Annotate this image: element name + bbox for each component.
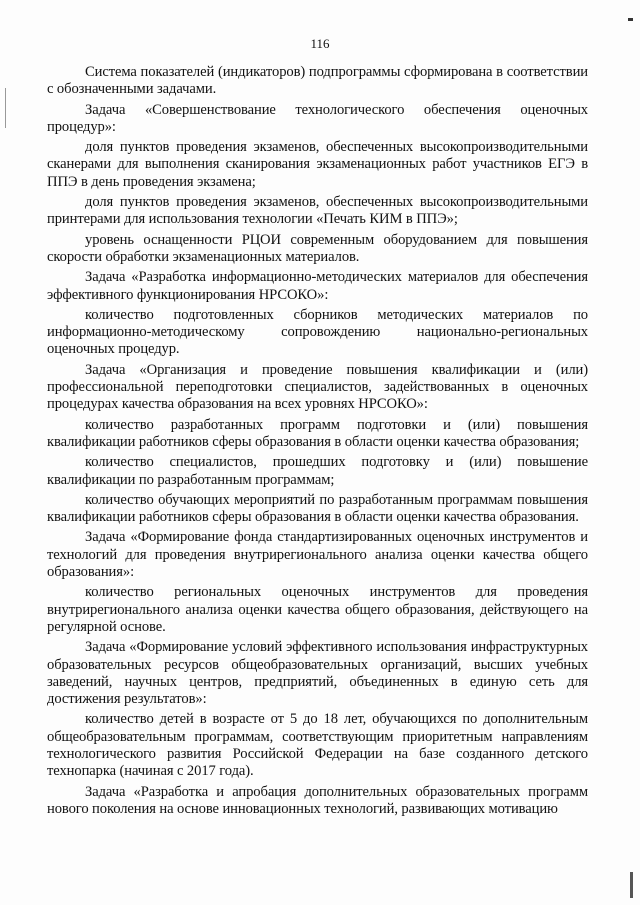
scan-mark-top-right	[628, 18, 633, 21]
paragraph: Задача «Организация и проведение повышения квалификации и (или) профессиональной переподготовки специалистов, задействованных в оценочных процедурах качества образования на всех уровнях НРСОКО»:	[47, 361, 588, 413]
paragraph: количество специалистов, прошедших подготовку и (или) повышение квалификации по разработанным программам;	[47, 454, 588, 488]
page-number: 116	[310, 36, 330, 51]
paragraph: доля пунктов проведения экзаменов, обеспеченных высокопроизводительными принтерами для использования технологии «Печать КИМ в ППЭ»;	[47, 194, 588, 228]
paragraph: уровень оснащенности РЦОИ современным оборудованием для повышения скорости обработки экзаменационных материалов.	[47, 231, 588, 265]
paragraph: доля пунктов проведения экзаменов, обеспеченных высокопроизводительными сканерами для выполнения сканирования экзаменационных работ участников ЕГЭ в ППЭ в день проведения экзамена;	[47, 139, 588, 190]
paragraph: количество разработанных программ подготовки и (или) повышения квалификации работников сферы образования в области оценки качества образования;	[47, 416, 588, 450]
paragraph: количество подготовленных сборников методических материалов по информационно-методическому сопровождению национально-региональных оценочных процедур.	[47, 306, 588, 358]
paragraph: Задача «Формирование фонда стандартизированных оценочных инструментов и технологий для проведения внутрирегионального анализа оценки качества общего образования»:	[47, 529, 588, 581]
paragraph: Система показателей (индикаторов) подпрограммы сформирована в соответствии с обозначенными задачами.	[47, 64, 588, 98]
paragraph: Задача «Совершенствование технологического обеспечения оценочных процедур»:	[47, 101, 588, 135]
paragraph: Задача «Формирование условий эффективного использования инфраструктурных образовательных ресурсов общеобразовательных организаций, высших учебных заведений, научных центров, предприятий, объединенных в единую сеть для достижения результатов»:	[47, 639, 588, 708]
document-body	[47, 64, 588, 821]
paragraph: количество обучающих мероприятий по разработанным программам повышения квалификации работников сферы образования в области оценки качества образования.	[47, 491, 588, 526]
scan-mark-left	[5, 88, 6, 128]
paragraph: Задача «Разработка и апробация дополнительных образовательных программ нового поколения на основе инновационных технологий, развивающих мотивацию	[47, 783, 588, 817]
paragraph: количество детей в возрасте от 5 до 18 лет, обучающихся по дополнительным общеобразовательным программам, соответствующим приоритетным направлениям технологического развития Российской Федерации на базе созданного детского технопарка (начиная с 2017 года).	[47, 711, 588, 780]
paragraph: количество региональных оценочных инструментов для проведения внутрирегионального анализа оценки качества общего образования, действующего на регулярной основе.	[47, 584, 588, 635]
scan-mark-bottom-right	[630, 872, 633, 898]
paragraph: Задача «Разработка информационно-методических материалов для обеспечения эффективного функционирования НРСОКО»:	[47, 269, 588, 303]
